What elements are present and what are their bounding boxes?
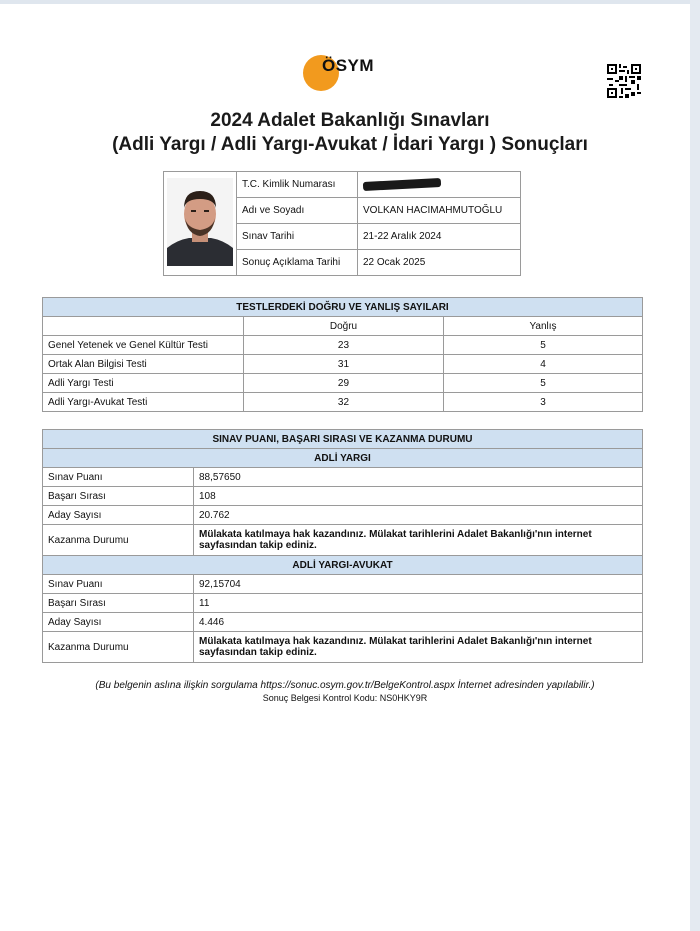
page-title: 2024 Adalet Bakanlığı Sınavları xyxy=(210,110,490,131)
name-value: VOLKAN HACIMAHMUTOĞLU xyxy=(358,198,521,224)
test-correct: 23 xyxy=(244,336,444,355)
table-row xyxy=(43,355,643,374)
score-value: 92,15704 xyxy=(194,575,643,594)
table-row xyxy=(43,594,643,613)
test-wrong: 3 xyxy=(443,393,642,412)
section-title-adli-yargi: ADLİ YARGI xyxy=(43,449,643,468)
table-row xyxy=(43,575,643,594)
tc-value xyxy=(358,172,521,198)
exam-date-label: Sınav Tarihi xyxy=(237,224,358,250)
candidates-value: 4.446 xyxy=(194,613,643,632)
table-row xyxy=(43,393,643,412)
test-correct: 31 xyxy=(244,355,444,374)
score-label: Sınav Puanı xyxy=(43,468,194,487)
osym-logo xyxy=(303,53,403,93)
candidate-photo-image xyxy=(167,178,233,266)
test-wrong: 5 xyxy=(443,336,642,355)
tests-header-blank xyxy=(43,317,244,336)
redaction-mark xyxy=(363,178,441,191)
page-subtitle: (Adli Yargı / Adli Yargı-Avukat / İdari Yargı ) Sonuçları xyxy=(112,134,588,155)
test-correct: 32 xyxy=(244,393,444,412)
status-label: Kazanma Durumu xyxy=(43,632,194,663)
candidate-photo xyxy=(164,172,237,276)
candidates-value: 20.762 xyxy=(194,506,643,525)
name-label: Adı ve Soyadı xyxy=(237,198,358,224)
rank-value: 108 xyxy=(194,487,643,506)
table-row xyxy=(43,506,643,525)
test-name: Adli Yargı Testi xyxy=(43,374,244,393)
rank-label: Başarı Sırası xyxy=(43,487,194,506)
candidates-label: Aday Sayısı xyxy=(43,506,194,525)
table-row xyxy=(43,613,643,632)
status-value: Mülakata katılmaya hak kazandınız. Mülakat tarihlerini Adalet Bakanlığı'nın internet sayfasından takip ediniz. xyxy=(194,632,643,663)
table-row xyxy=(43,525,643,556)
score-table xyxy=(42,429,643,663)
test-wrong: 5 xyxy=(443,374,642,393)
table-row xyxy=(43,374,643,393)
osym-logo-text: ÖSYM xyxy=(322,56,375,75)
score-label: Sınav Puanı xyxy=(43,575,194,594)
col-wrong: Yanlış xyxy=(443,317,642,336)
rank-label: Başarı Sırası xyxy=(43,594,194,613)
section-title-adli-yargi-avukat: ADLİ YARGI-AVUKAT xyxy=(43,556,643,575)
test-results-table xyxy=(42,297,643,412)
scores-title: SINAV PUANI, BAŞARI SIRASI VE KAZANMA DURUMU xyxy=(43,430,643,449)
table-row xyxy=(43,487,643,506)
table-row xyxy=(43,468,643,487)
candidates-label: Aday Sayısı xyxy=(43,613,194,632)
announce-date-label: Sonuç Açıklama Tarihi xyxy=(237,250,358,276)
rank-value: 11 xyxy=(194,594,643,613)
verification-note: (Bu belgenin aslına ilişkin sorgulama https://sonuc.osym.gov.tr/BelgeKontrol.aspx İnternet adresinden yapılabilir.) xyxy=(95,680,595,691)
tc-label: T.C. Kimlik Numarası xyxy=(237,172,358,198)
candidate-info-table xyxy=(163,171,521,276)
test-name: Genel Yetenek ve Genel Kültür Testi xyxy=(43,336,244,355)
test-name: Ortak Alan Bilgisi Testi xyxy=(43,355,244,374)
test-wrong: 4 xyxy=(443,355,642,374)
score-value: 88,57650 xyxy=(194,468,643,487)
table-row xyxy=(43,336,643,355)
test-correct: 29 xyxy=(244,374,444,393)
exam-date-value: 21-22 Aralık 2024 xyxy=(358,224,521,250)
announce-date-value: 22 Ocak 2025 xyxy=(358,250,521,276)
col-correct: Doğru xyxy=(244,317,444,336)
control-code: Sonuç Belgesi Kontrol Kodu: NS0HKY9R xyxy=(262,693,428,703)
qr-code-icon xyxy=(607,64,641,98)
status-value: Mülakata katılmaya hak kazandınız. Mülakat tarihlerini Adalet Bakanlığı'nın internet sayfasından takip ediniz. xyxy=(194,525,643,556)
tests-title: TESTLERDEKİ DOĞRU VE YANLIŞ SAYILARI xyxy=(43,298,643,317)
test-name: Adli Yargı-Avukat Testi xyxy=(43,393,244,412)
table-row xyxy=(43,632,643,663)
status-label: Kazanma Durumu xyxy=(43,525,194,556)
